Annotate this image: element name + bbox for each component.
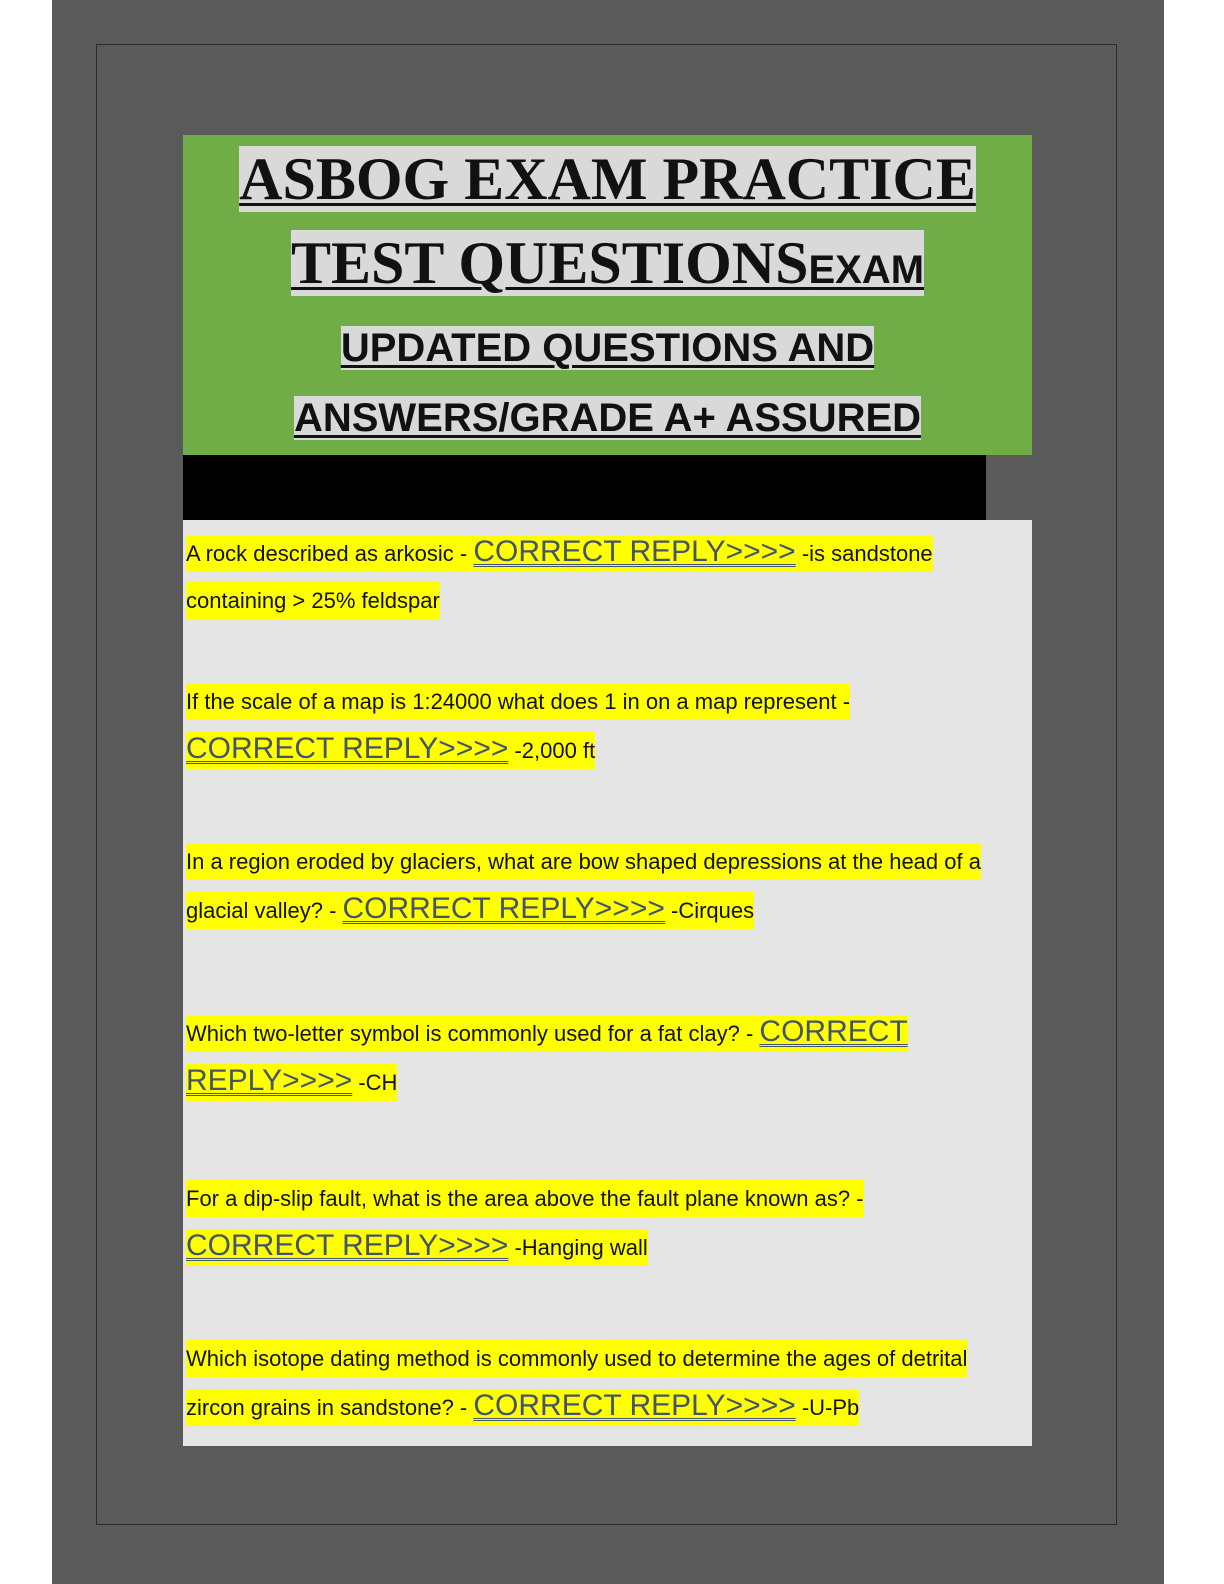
answer-text: -is sandstone containing > 25% feldspar [186,541,933,613]
title-line-3 [183,319,1032,377]
qa-item [186,838,1032,934]
title-line-2 [183,225,1032,308]
correct-reply-label: CORRECT REPLY>>>> [473,535,796,568]
answer-text: -U-Pb [795,1395,860,1420]
question-text: Which isotope dating method is commonly used to determine the ages of detrital zircon grains in sandstone? - [186,1346,968,1420]
qa-item [186,1175,946,1271]
correct-reply-label: CORRECT REPLY>>>> [186,732,509,765]
question-text: In a region eroded by glaciers, what are bow shaped depressions at the head of a glacial valley? - [186,849,981,923]
title-block [183,135,1032,455]
qa-item [186,1008,976,1106]
correct-reply-label: CORRECT REPLY>>>> [186,1229,509,1262]
question-text: A rock described as arkosic - [186,541,474,566]
question-text: If the scale of a map is 1:24000 what does 1 in on a map represent - [186,689,851,714]
qa-content [183,520,1032,1446]
title-line-4 [183,389,1032,447]
answer-text: -2,000 ft [508,738,596,763]
black-bar [183,455,986,520]
qa-item [186,1335,986,1431]
question-text: For a dip-slip fault, what is the area above the fault plane known as? - [186,1186,864,1211]
qa-item [186,528,1032,624]
correct-reply-label: CORRECT REPLY>>>> [186,1015,908,1097]
title-text-2-main: TEST QUESTIONS [290,230,809,296]
correct-reply-label: CORRECT REPLY>>>> [342,892,665,925]
answer-text: -Hanging wall [508,1235,648,1260]
question-text: Which two-letter symbol is commonly used for a fat clay? - [186,1021,760,1046]
answer-text: -Cirques [664,898,755,923]
title-line-1 [183,141,1032,217]
title-text-2-suffix: EXAM [808,248,925,292]
title-text-3: UPDATED QUESTIONS AND [340,326,875,370]
title-text-4: ANSWERS/GRADE A+ ASSURED [293,396,922,440]
title-text-1: ASBOG EXAM PRACTICE [239,146,976,212]
title-text-2 [291,230,924,296]
correct-reply-label: CORRECT REPLY>>>> [473,1389,796,1422]
qa-item [186,678,946,774]
answer-text: -CH [352,1070,398,1095]
